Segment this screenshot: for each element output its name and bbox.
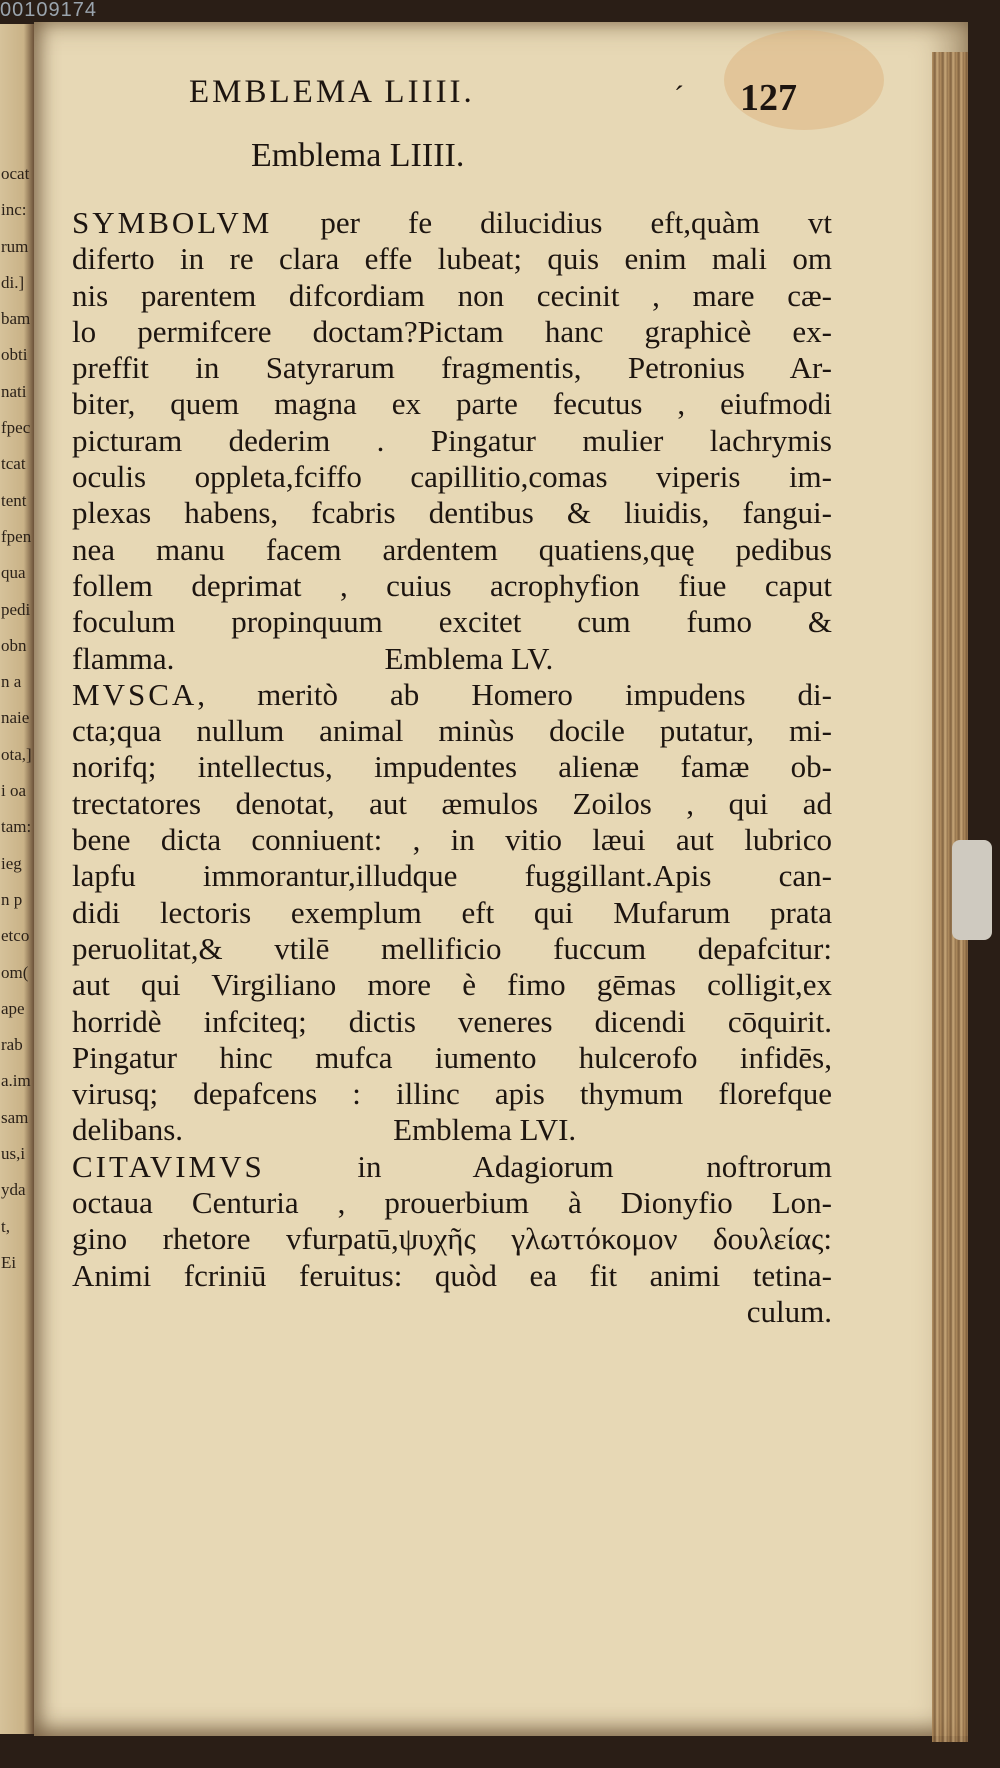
line-text: trectatores denotat, aut æmulos Zoilos , qui ad [72, 785, 832, 821]
line-text: diferto in re clara effe lubeat; quis enim mali om [72, 241, 832, 277]
facing-page-fragment: fpen [1, 526, 32, 546]
facing-page-fragment: a.im [1, 1071, 31, 1091]
facing-page-fragment: sam [1, 1107, 29, 1127]
facing-page-fragment: ieg [1, 853, 22, 873]
facing-page-fragment: rum [1, 236, 29, 256]
line-text: nis parentem difcordiam non cecinit , mare cæ- [72, 277, 832, 313]
text-line [72, 568, 832, 604]
line-text: , meritò ab Homero impudens di- [197, 676, 832, 712]
line-text: Pingatur hinc mufca iumento hulcerofo infidēs, [72, 1039, 832, 1075]
text-line [72, 641, 832, 677]
line-text: octaua Centuria , prouerbium à Dionyfio Lon- [72, 1185, 832, 1221]
line-text: in Adagiorum noftrorum [264, 1148, 832, 1184]
emblem-heading: Emblema LV. [384, 640, 554, 676]
text-line [72, 931, 832, 967]
facing-page-fragment: n p [1, 889, 23, 909]
line-text: flamma. [72, 640, 175, 676]
emblem-heading: Emblema LVI. [393, 1112, 577, 1148]
text-line [72, 314, 832, 350]
facing-page-fragment: tam: [1, 817, 32, 837]
text-line [72, 1185, 832, 1221]
text-line [72, 1112, 832, 1148]
line-text: peruolitat,& vtilē mellificio fuccum depafcitur: [72, 930, 832, 966]
facing-page-fragment: ape [1, 998, 25, 1018]
text-line [72, 205, 832, 241]
accent-mark: ´ [674, 80, 684, 113]
text-line [72, 1294, 832, 1330]
facing-page-fragment: naie [1, 708, 30, 728]
facing-page-fragment: obn [1, 635, 27, 655]
body-text [72, 205, 832, 1330]
text-line [72, 241, 832, 277]
line-text: preffit in Satyrarum fragmentis, Petronius Ar- [72, 350, 832, 386]
facing-page-fragment: qua [1, 563, 26, 583]
facing-page-fragment: obti [1, 345, 28, 365]
line-text: nea manu facem ardentem quatiens,quę pedibus [72, 531, 832, 567]
facing-page-fragment: tent [1, 490, 27, 510]
text-line [72, 386, 832, 422]
text-line [72, 677, 832, 713]
page-number: 127 [740, 77, 797, 119]
emblem-heading: Emblema LIIII. [251, 137, 465, 174]
facing-page-fragment: etco [1, 926, 30, 946]
facing-page-fragment: i oa [1, 781, 27, 801]
book-clip [952, 840, 992, 940]
text-line [72, 1221, 832, 1257]
line-text: lo permifcere doctam?Pictam hanc graphicè ex- [72, 313, 832, 349]
facing-page-fragment: rab [1, 1035, 23, 1055]
paragraph-initial-word: CITAVIMVS [72, 1148, 265, 1184]
text-line [72, 858, 832, 894]
line-text: foculum propinquum excitet cum fumo & [72, 604, 832, 640]
paragraph-initial-word: MVSCA [72, 676, 198, 712]
text-line [72, 967, 832, 1003]
scan-id-label: 00109174 [0, 0, 97, 20]
line-text: virusq; depafcens : illinc apis thymum florefque [72, 1076, 832, 1112]
facing-page-fragment: pedi [1, 599, 31, 619]
text-line [72, 423, 832, 459]
line-text: lapfu immorantur,illudque fuggillant.Apis can- [72, 858, 832, 894]
line-text: aut qui Virgiliano more è fimo gēmas colligit,ex [72, 967, 832, 1003]
text-line [72, 495, 832, 531]
line-text: oculis oppleta,fciffo capillitio,comas viperis im- [72, 459, 832, 495]
text-line [72, 1258, 832, 1294]
line-text: gino rhetore vfurpatū,ψυχῆς γλωττόκομον δουλείας: [72, 1221, 832, 1257]
line-text: cta;qua nullum animal minùs docile putatur, mi- [72, 713, 832, 749]
facing-page-fragment: fpec [1, 418, 31, 438]
line-text: Animi fcriniū feruitus: quòd ea fit animi tetina- [72, 1257, 832, 1293]
facing-page-fragment: om( [1, 962, 29, 982]
text-line [72, 1076, 832, 1112]
running-head: EMBLEMA LIIII. [189, 74, 475, 110]
facing-page-edge [0, 24, 34, 1734]
text-line [72, 786, 832, 822]
facing-page-fragment: di.] [1, 272, 25, 292]
line-text: norifq; intellectus, impudentes alienæ famæ ob- [72, 749, 832, 785]
text-line [72, 1004, 832, 1040]
line-text: follem deprimat , cuius acrophyfion fiue caput [72, 567, 832, 603]
facing-page-fragment: inc: [1, 200, 27, 220]
line-text: horridè infciteq; dictis veneres dicendi cōquirit. [72, 1003, 832, 1039]
text-line [72, 895, 832, 931]
text-line [72, 749, 832, 785]
line-text: delibans. [72, 1112, 184, 1148]
text-line [72, 822, 832, 858]
line-text: plexas habens, fcabris dentibus & liuidis, fangui- [72, 495, 832, 531]
facing-page-fragment: us,i [1, 1144, 26, 1164]
facing-page-fragment: n a [1, 672, 22, 692]
text-line [72, 1040, 832, 1076]
paragraph-initial-word: SYMBOLVM [72, 205, 273, 240]
text-line [72, 278, 832, 314]
line-text: picturam dederim . Pingatur mulier lachrymis [72, 422, 832, 458]
facing-page-fragment: ota,] [1, 744, 32, 764]
line-text: bene dicta conniuent: , in vitio læui aut lubrico [72, 822, 832, 858]
text-line [72, 350, 832, 386]
text-line [72, 459, 832, 495]
text-line [72, 1149, 832, 1185]
text-line [72, 713, 832, 749]
facing-page-fragment: ocat [1, 164, 30, 183]
facing-page-fragment: tcat [1, 454, 26, 474]
text-line [72, 604, 832, 640]
facing-page-fragment: yda [1, 1180, 26, 1200]
facing-page-fragment: Ei [1, 1252, 17, 1272]
line-text: biter, quem magna ex parte fecutus , eiufmodi [72, 386, 832, 422]
line-text: culum. [746, 1293, 832, 1329]
facing-page-fragment: nati [1, 381, 27, 401]
facing-page-fragment: bam [1, 309, 31, 329]
line-text: per fe dilucidius eft,quàm vt [272, 205, 832, 240]
facing-page-fragment: t, [1, 1216, 10, 1236]
book-page [34, 22, 968, 1736]
line-text: didi lectoris exemplum eft qui Mufarum prata [72, 894, 832, 930]
text-line [72, 532, 832, 568]
